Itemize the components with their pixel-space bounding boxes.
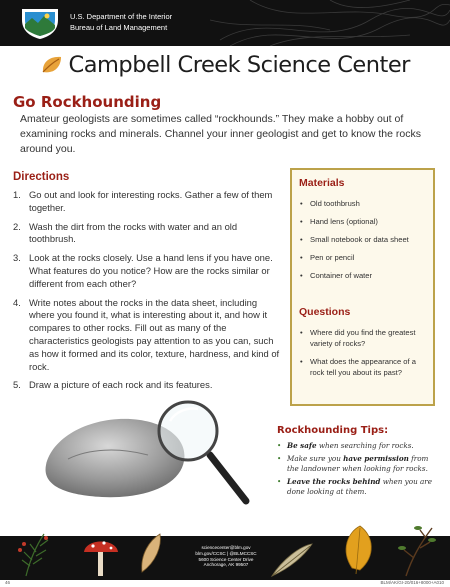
material-item: • Small notebook or data sheet: [298, 234, 426, 245]
direction-step: [13, 252, 285, 290]
tips-list: [277, 441, 442, 500]
step-number: 3.: [13, 252, 21, 264]
seed-pod-icon: [142, 534, 161, 572]
mushroom-icon: [84, 541, 118, 576]
agency-line2: Bureau of Land Management: [70, 23, 168, 32]
tip-text: Make sure you: [287, 454, 344, 463]
materials-list: [298, 198, 426, 288]
tip-text: when searching for rocks.: [316, 441, 414, 450]
question-item: • What does the appearance of a rock tell you about its past?: [298, 356, 426, 378]
page-title: Campbell Creek Science Center: [68, 52, 410, 78]
direction-step: [13, 189, 285, 215]
tips-heading: Rockhounding Tips:: [277, 425, 389, 436]
directions-heading: Directions: [13, 171, 70, 183]
blm-logo-icon: [20, 6, 60, 40]
tip-bullet-icon: •: [277, 454, 282, 463]
tip-text: when you are done looking at them.: [287, 477, 432, 496]
section-heading: Go Rockhounding: [13, 93, 162, 111]
question-item: • Where did you find the greatest variety of rocks?: [298, 327, 426, 349]
material-item: • Pen or pencil: [298, 252, 426, 263]
publication-code: BLM/AK/GI-20/016+8000+A010: [380, 580, 444, 585]
tip-item: [277, 454, 442, 474]
intro-paragraph: Amateur geologists are sometimes called “rockhounds.” They make a hobby out of examining rocks and minerals. Channel your inner geologist and get to know the rocks around you.: [20, 113, 421, 155]
contact-email[interactable]: sciencecenter@blm.gov: [201, 545, 251, 550]
step-text: Wash the dirt from the rocks with water and an old toothbrush.: [29, 220, 238, 245]
footer-contact: [173, 545, 279, 568]
tip-emphasis: Be safe: [287, 441, 317, 450]
page-number: 46: [5, 580, 11, 585]
header-bar: [0, 0, 450, 46]
questions-list: [298, 327, 426, 385]
material-item: • Container of water: [298, 270, 426, 281]
step-number: 1.: [13, 189, 21, 200]
tip-emphasis: have permission: [343, 454, 409, 463]
tip-text: from the landowner when looking for rocks.: [287, 454, 429, 473]
direction-step: [13, 221, 285, 247]
tip-bullet-icon: •: [277, 477, 282, 486]
step-text: Draw a picture of each rock and its features.: [29, 379, 213, 391]
yellow-leaf-icon: [346, 526, 371, 574]
step-number: 2.: [13, 220, 21, 232]
topographic-pattern: [210, 0, 450, 46]
step-text: Go out and look for interesting rocks. Gather a few of them together.: [29, 189, 273, 213]
materials-box: [290, 168, 435, 406]
material-item: • Old toothbrush: [298, 198, 426, 209]
rock-magnifier-illustration: [38, 399, 253, 517]
contact-address-1: 5600 Science Center Drive: [198, 556, 254, 562]
tip-item: [277, 477, 442, 497]
contact-web[interactable]: blm.gov/CCSC | @BLMCCSC: [195, 550, 257, 556]
contact-address-2: Anchorage, AK 99507: [203, 562, 249, 568]
material-item: • Hand lens (optional): [298, 216, 426, 227]
step-number: 5.: [13, 379, 21, 391]
direction-step: [13, 297, 285, 374]
step-text: Look at the rocks closely. Use a hand lens if you have one. What features do you notice? How are the rocks similar or different from each other?: [29, 252, 273, 289]
title-row: [0, 52, 450, 78]
tip-emphasis: Leave the rocks behind: [287, 477, 381, 486]
tip-bullet-icon: •: [277, 441, 282, 450]
questions-heading: Questions: [299, 306, 351, 318]
agency-line1: U.S. Department of the Interior: [70, 12, 173, 21]
directions-list: [13, 189, 285, 398]
step-number: 4.: [13, 296, 21, 308]
plant-icon: [22, 534, 48, 576]
materials-heading: Materials: [299, 177, 345, 189]
direction-step: [13, 379, 285, 392]
step-text: Write notes about the rocks in the data sheet, including where you found it, what is interesting about it, and how it compares to other rocks. Fill out as many of the characteristics geologists pay attention to as you can, such as how it formed and its color, texture, hardness, and kind of rock.: [29, 296, 280, 372]
branch-icon: [404, 528, 432, 576]
tip-item: [277, 441, 442, 451]
agency-name: [70, 11, 172, 33]
leaf-icon: [40, 54, 64, 76]
